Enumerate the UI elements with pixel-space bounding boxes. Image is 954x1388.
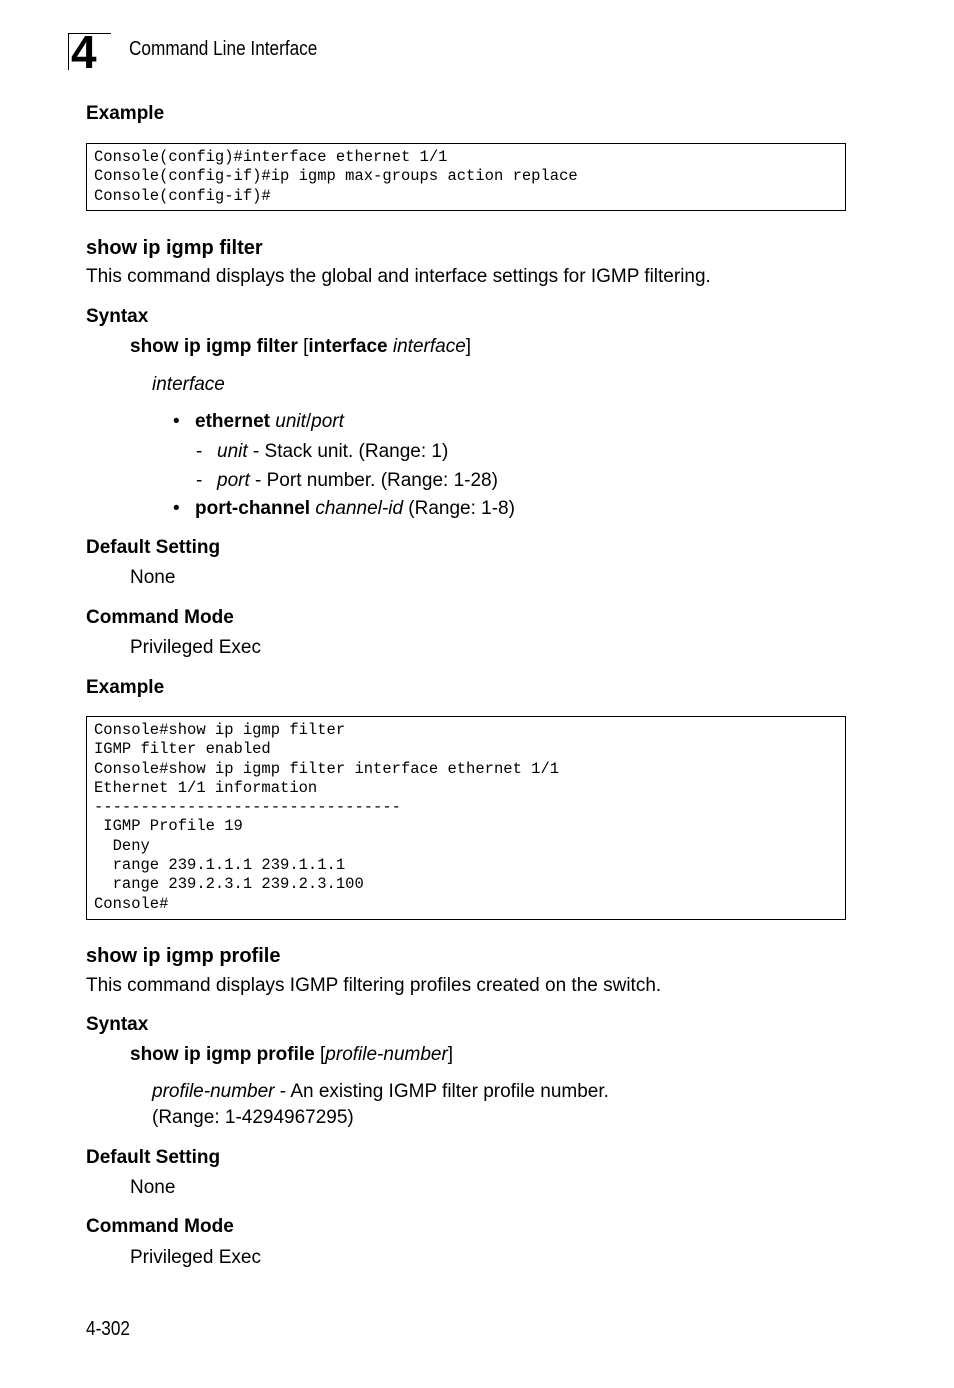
syntax-command: show ip igmp filter — [130, 336, 298, 357]
bullet-text: (Range: 1-8) — [403, 498, 515, 519]
command-mode-heading: Command Mode — [86, 1216, 234, 1237]
sub-item-unit — [217, 441, 448, 463]
parameter-description — [152, 1081, 609, 1103]
sub-item-port — [217, 470, 498, 492]
command-mode-value: Privileged Exec — [130, 1247, 261, 1268]
example-code-block: Console#show ip igmp filter IGMP filter enabled Console#show ip igmp filter interface ethernet 1/1 Ethernet 1/1 information --------------------------------- IGMP Profile 19 Deny range 239.1.1.1 239.1.1.1 range 239.2.3.1 239.2.3.100 Console# — [86, 716, 846, 920]
command-mode-heading: Command Mode — [86, 607, 234, 628]
syntax-bracket-open: [ — [297, 336, 309, 357]
default-setting-value: None — [130, 1177, 176, 1198]
parameter-range: (Range: 1-4294967295) — [152, 1107, 354, 1128]
sub-item-text: - Stack unit. (Range: 1) — [247, 441, 449, 462]
page-number: 4-302 — [86, 1318, 130, 1340]
example-code-block: Console(config)#interface ethernet 1/1 Console(config-if)#ip igmp max-groups action replace Console(config-if)# — [86, 143, 846, 211]
syntax-keyword: interface — [308, 336, 388, 357]
syntax-bracket-open: [ — [314, 1044, 326, 1065]
syntax-line-filter — [130, 336, 471, 358]
example-heading: Example — [86, 103, 165, 124]
bullet-keyword: port-channel — [195, 498, 311, 519]
syntax-command: show ip igmp profile — [130, 1044, 315, 1065]
example-heading: Example — [86, 677, 165, 698]
parameter-name: interface — [152, 374, 225, 395]
command-title-profile: show ip igmp profile — [86, 945, 281, 967]
command-description-profile: This command displays IGMP filtering profiles created on the switch. — [86, 975, 662, 996]
default-setting-value: None — [130, 567, 176, 588]
syntax-heading: Syntax — [86, 306, 149, 327]
default-setting-heading: Default Setting — [86, 1147, 221, 1168]
sub-item-argument: unit — [217, 441, 248, 462]
parameter-name: profile-number — [152, 1081, 275, 1102]
default-setting-heading: Default Setting — [86, 537, 221, 558]
syntax-argument: profile-number — [325, 1044, 448, 1065]
sub-item-text: - Port number. (Range: 1-28) — [249, 470, 498, 491]
bullet-ethernet — [195, 411, 344, 433]
syntax-bracket-close: ] — [465, 336, 472, 357]
syntax-bracket-close: ] — [447, 1044, 454, 1065]
syntax-argument: interface — [387, 336, 466, 357]
bullet-argument: channel-id — [310, 498, 404, 519]
bullet-argument: unit — [269, 411, 306, 432]
syntax-heading: Syntax — [86, 1014, 149, 1035]
chapter-title: Command Line Interface — [129, 38, 318, 60]
command-mode-value: Privileged Exec — [130, 637, 261, 658]
bullet-argument: port — [311, 411, 344, 432]
syntax-line-profile — [130, 1044, 453, 1066]
sub-item-argument: port — [217, 470, 250, 491]
command-title-filter: show ip igmp filter — [86, 237, 263, 259]
chapter-number: 4 — [68, 33, 111, 70]
parameter-text: - An existing IGMP filter profile number. — [274, 1081, 609, 1102]
bullet-port-channel — [195, 498, 515, 520]
bullet-separator: / — [305, 411, 312, 432]
bullet-keyword: ethernet — [195, 411, 270, 432]
command-description-filter: This command displays the global and interface settings for IGMP filtering. — [86, 266, 711, 287]
